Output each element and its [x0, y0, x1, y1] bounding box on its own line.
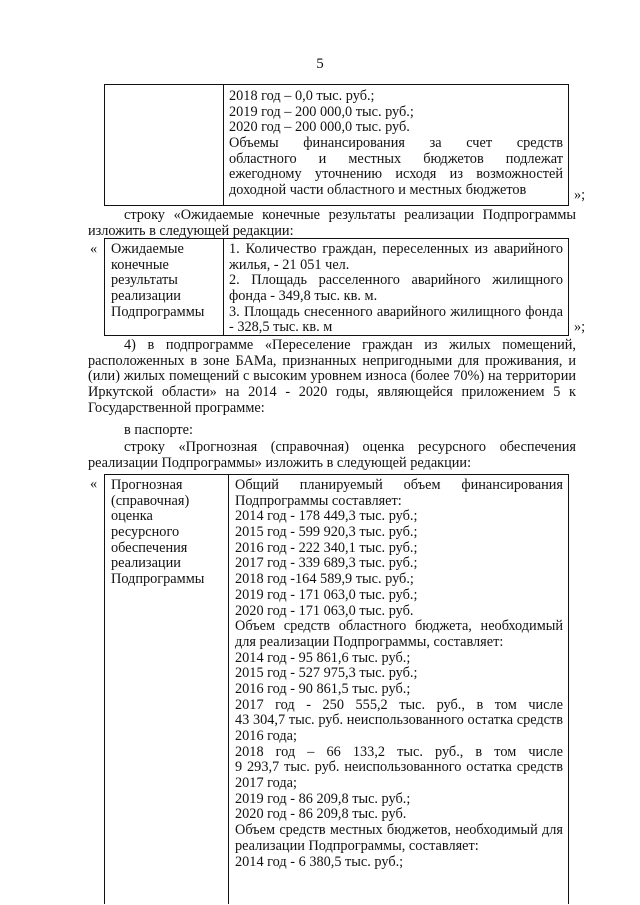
paragraph-2 [88, 338, 576, 416]
t1-line: ежегодному уточнению исходя из возможностей [229, 167, 563, 183]
t2-left-line: Подпрограммы [111, 304, 205, 320]
t2-right-line: 1. Количество граждан, переселенных из аварийного [229, 242, 563, 257]
t3-right-line: 2017 год - 339 689,3 тыс. руб.; [235, 556, 418, 572]
t3-right-line: 2020 год - 171 063,0 тыс. руб. [235, 603, 414, 619]
t3-right-line: 9 293,7 тыс. руб. неиспользованного остатка средств [235, 760, 563, 776]
table-2-close-quote: »; [574, 319, 586, 335]
t3-right-line: Общий планируемый объем финансирования [235, 478, 563, 493]
t3-right-line: 2019 год - 171 063,0 тыс. руб.; [235, 587, 418, 603]
t1-line: Объемы финансирования за счет средств [229, 136, 563, 152]
p2-line: (или) жилых помещений с высоким уровнем износа (более 70%) на территории [88, 369, 576, 385]
t3-right-line: 2016 года; [235, 729, 298, 744]
t1-line: областного и местных бюджетов подлежат [229, 151, 563, 167]
t1-line: 2018 год – 0,0 тыс. руб.; [229, 89, 375, 104]
t2-left-line: результаты [111, 273, 178, 289]
t3-right-line: 2019 год - 86 209,8 тыс. руб.; [235, 791, 411, 807]
p4-line: реализации Подпрограммы» изложить в следующей редакции: [88, 455, 472, 471]
p1-line: строку «Ожидаемые конечные результаты реализации Подпрограммы [124, 208, 576, 223]
t3-left-line: Прогнозная [111, 478, 183, 493]
table-3-open-quote: « [90, 476, 98, 492]
t3-right-line: 2015 год - 599 920,3 тыс. руб.; [235, 525, 418, 541]
t2-right-line: 2. Площадь расселенного аварийного жилищного [229, 273, 563, 289]
table-3-right-cell [235, 475, 568, 904]
paragraph-4 [88, 440, 576, 471]
table-2-left-cell [105, 239, 224, 335]
t2-right-line: жилья, - 21 051 чел. [229, 257, 350, 273]
t3-right-line: для реализации Подпрограммы, составляет: [235, 634, 504, 650]
t3-right-line: 2014 год - 6 380,5 тыс. руб.; [235, 854, 404, 870]
t3-right-line: 2018 год -164 589,9 тыс. руб.; [235, 572, 414, 588]
t2-right-line: фонда - 349,8 тыс. кв. м. [229, 289, 378, 305]
table-1-left-cell [105, 85, 224, 205]
table-1-right-cell [229, 85, 568, 205]
t3-left-line: Подпрограммы [111, 572, 205, 588]
t1-line: 2020 год – 200 000,0 тыс. руб. [229, 120, 410, 136]
t3-right-line: 2014 год - 178 449,3 тыс. руб.; [235, 509, 418, 525]
paragraph-3: в паспорте: [124, 423, 193, 438]
table-2 [104, 238, 569, 336]
t2-right-line: - 328,5 тыс. кв. м [229, 320, 333, 336]
p2-line: Иркутской области» на 2014 - 2020 годы, являющейся приложением 5 к [88, 385, 576, 401]
table-3 [104, 474, 569, 904]
t2-left-line: конечные [111, 257, 169, 273]
t3-right-line: 2020 год - 86 209,8 тыс. руб. [235, 807, 407, 823]
table-1-close-quote: »; [574, 187, 586, 203]
t3-right-line: Подпрограммы составляет: [235, 493, 402, 509]
page-number: 5 [316, 56, 324, 72]
t3-right-line: 2017 года; [235, 776, 298, 792]
t2-right-line: 3. Площадь снесенного аварийного жилищного фонда [229, 304, 563, 320]
t1-line: 2019 год – 200 000,0 тыс. руб.; [229, 104, 414, 120]
t3-left-line: реализации [111, 556, 181, 572]
t3-right-line: 43 304,7 тыс. руб. неиспользованного остатка средств [235, 713, 563, 729]
table-1 [104, 84, 569, 206]
t2-left-line: реализации [111, 289, 181, 305]
t3-right-line: 2014 год - 95 861,6 тыс. руб.; [235, 650, 411, 666]
t1-line: доходной части областного и местных бюджетов [229, 183, 527, 199]
paragraph-1 [88, 208, 576, 239]
table-3-left-cell [105, 475, 229, 904]
t3-left-line: оценка [111, 509, 153, 525]
t3-left-line: (справочная) [111, 493, 190, 509]
t3-right-line: 2017 год - 250 555,2 тыс. руб., в том числе [235, 697, 563, 713]
t2-left-line: Ожидаемые [111, 242, 184, 257]
t3-right-line: 2015 год - 527 975,3 тыс. руб.; [235, 666, 418, 682]
t3-right-line: Объем средств областного бюджета, необходимый [235, 619, 563, 635]
p4-line: строку «Прогнозная (справочная) оценка ресурсного обеспечения [124, 440, 576, 455]
t3-left-line: ресурсного [111, 525, 180, 541]
p2-line: Государственной программе: [88, 400, 265, 416]
p2-line: расположенных в зоне БАМа, признанных непригодными для проживания, и [88, 353, 576, 369]
t3-right-line: 2018 год – 66 133,2 тыс. руб., в том числе [235, 744, 563, 760]
t3-right-line: реализации Подпрограммы, составляет: [235, 838, 479, 854]
p1-line: изложить в следующей редакции: [88, 223, 294, 239]
p2-line: 4) в подпрограмме «Переселение граждан из жилых помещений, [124, 338, 576, 353]
table-2-right-cell [229, 239, 568, 335]
t3-right-line: Объем средств местных бюджетов, необходимый для [235, 823, 563, 839]
t3-right-line: 2016 год - 90 861,5 тыс. руб.; [235, 681, 411, 697]
table-2-open-quote: « [90, 241, 98, 257]
t3-left-line: обеспечения [111, 540, 188, 556]
t3-right-line: 2016 год - 222 340,1 тыс. руб.; [235, 540, 418, 556]
